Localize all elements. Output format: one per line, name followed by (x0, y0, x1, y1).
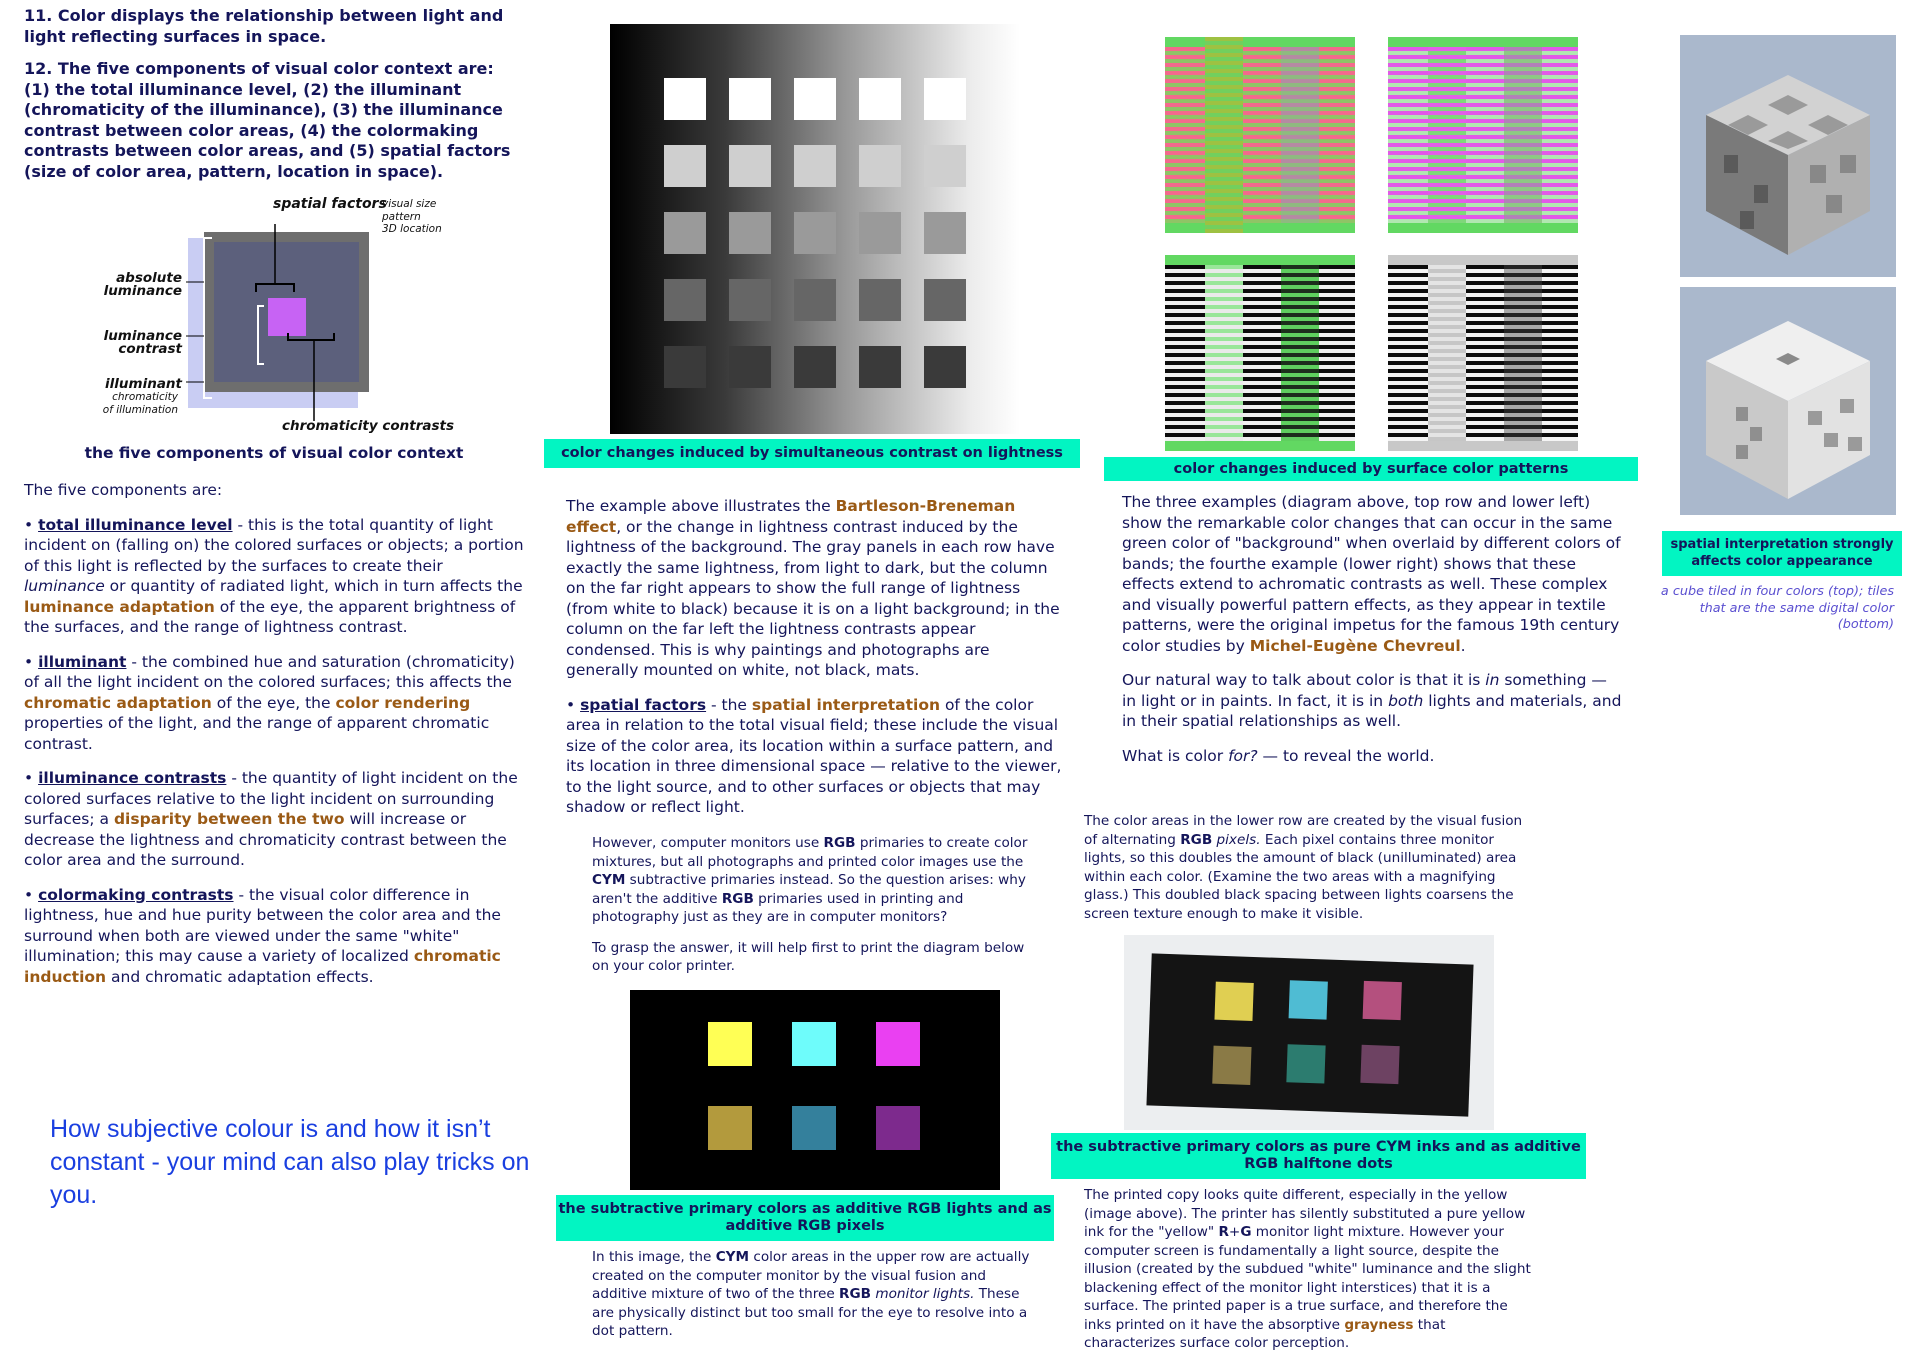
gray-panel (729, 145, 771, 187)
pattern-green-black (1165, 255, 1355, 451)
gray-panel (664, 78, 706, 120)
caption-surface-patterns: color changes induced by surface color patterns (1104, 457, 1638, 481)
gray-panel (859, 78, 901, 120)
cube-four-colors-image (1680, 35, 1896, 277)
components-intro: The five components are: (24, 481, 223, 499)
para-three-examples: The three examples (diagram above, top row and lower left) show the remarkable color changes that can occur in the same green color of "background" when overlaid by different colors of bands; the fourthe example (lower right) shows that these effects extend to achromatic contrasts as well. These complex and visually powerful pattern effects, as they appear in textile patterns, were the original impetus for the famous 19th century color studies by Michel-Eugène Chevreul. (1122, 493, 1621, 655)
gray-panel (729, 346, 771, 388)
para-natural-way: Our natural way to talk about color is that it is in something — in light or in paints. In fact, it is in both lights and materials, and in their spatial relationships as well. (1122, 671, 1622, 730)
components-list (24, 480, 524, 1001)
cyan-swatch (792, 1022, 836, 1066)
gray-panel (664, 346, 706, 388)
gray-panel (794, 212, 836, 254)
pattern-green-magenta (1388, 37, 1578, 233)
para-spatial-factors: • spatial factors - the spatial interpretation of the color area in relation to the total visual field; these include the visual size of the color area, its location within a surface pattern, and its location in three dimensional space — relative to the viewer, to the light source, and to other surfaces or objects that may shadow or reflect light. (566, 695, 1062, 816)
gray-panel (729, 279, 771, 321)
gray-panel (859, 279, 901, 321)
dark-cyan-swatch (792, 1106, 836, 1150)
gray-panel (664, 145, 706, 187)
gray-panel (924, 145, 966, 187)
gray-panel (924, 346, 966, 388)
handwritten-note: How subjective colour is and how it isn’t constant - your mind can also play tricks on you. (50, 1115, 530, 1209)
column-2-small-text (592, 834, 1042, 988)
caption-spatial-interpretation: spatial interpretation strongly affects color appearance (1662, 531, 1902, 576)
gray-panel (729, 212, 771, 254)
list-item: • colormaking contrasts - the visual color difference in lightness, hue and hue purity between the color area and the surround when both are viewed under the same "white" illumination; this may cause a variety of localized chromatic induction and chromatic adaptation effects. (24, 885, 501, 986)
heading-12: 12. The five components of visual color context are: (1) the total illuminance level, (2) the illuminant (chromaticity of the illuminance), (3) the illuminance contrast between color areas, (4) the colormaking contrasts between color areas, and (5) spatial factors (size of color area, pattern, location in space). (24, 59, 511, 181)
rgb-pixels-image (630, 990, 1000, 1190)
list-item: • total illuminance level - this is the total quantity of light incident on (falling on) the colored surfaces or objects; a portion of this light is reflected by the surfaces to create their luminance or quantity of radiated light, which in turn affects the luminance adaptation of the eye, the apparent brightness of the surfaces, and the range of lightness contrast. (24, 515, 524, 636)
label-luminance-contrast: luminance contrast (103, 328, 182, 357)
para-cym-areas: In this image, the CYM color areas in the upper row are actually created on the computer monitor by the visual fusion and additive mixture of two of the three RGB monitor lights. These are physically distinct but too small for the eye to resolve into a dot pattern. (592, 1249, 1030, 1339)
para-lower-row: The color areas in the lower row are created by the visual fusion of alternating RGB pixels. Each pixel contains three monitor lights, so this doubles the amount of black (unilluminated) area within each color. (Examine the two areas with a magnifying glass.) This doubled black spacing between lights coarsens the screen texture enough to make it visible. (1084, 813, 1523, 922)
printed-cyan (1289, 980, 1328, 1019)
cube-same-color-image (1680, 287, 1896, 515)
column-3-text (1122, 492, 1622, 780)
label-spatial-factors: spatial factors (273, 196, 387, 212)
gray-panel (664, 279, 706, 321)
list-item: • illuminance contrasts - the quantity of light incident on the colored surfaces relative to the light incident on surrounding surfaces; a disparity between the two will increase or decrease the lightness and chromaticity contrast between the color area and the surround. (24, 769, 518, 869)
gray-panel (794, 145, 836, 187)
printed-paper (1146, 953, 1473, 1116)
para-print-diagram: To grasp the answer, it will help first to print the diagram below on your color printer. (592, 939, 1025, 974)
cube-bottom-drawing (1680, 287, 1896, 515)
gray-panel (924, 279, 966, 321)
label-absolute-luminance: absolute luminance (103, 270, 182, 299)
printed-dark-magenta (1360, 1045, 1399, 1084)
pattern-green-pink (1165, 37, 1355, 233)
printed-magenta (1363, 981, 1402, 1020)
gray-panel (794, 279, 836, 321)
column-1 (24, 6, 524, 182)
yellow-swatch (708, 1022, 752, 1066)
label-illuminant: illuminant (105, 376, 182, 392)
diagram-caption: the five components of visual color context (84, 444, 464, 462)
cube-top-drawing (1680, 35, 1896, 277)
gray-panel (924, 212, 966, 254)
gray-panel (859, 346, 901, 388)
gray-panel (794, 346, 836, 388)
pattern-gray-black (1388, 255, 1578, 451)
cube-subcaption: a cube tiled in four colors (top); tiles that are the same digital color (bottom) (1660, 584, 1894, 632)
caption-cym-inks: the subtractive primary colors as pure CYM inks and as additive RGB halftone dots (1051, 1133, 1586, 1179)
para-bartleson: The example above illustrates the Bartleson-Breneman effect, or the change in lightness contrast induced by the lightness of the background. The gray panels in each row have exactly the same lightness, from light to dark, but the column on the far right appears to show the full range of lightness (from white to black) because it is on a light background; in the column on the far left the lightness contrasts appear condensed. This is why paintings and photographs are generally mounted on white, not black, mats. (566, 497, 1060, 679)
para-monitors: However, computer monitors use RGB primaries to create color mixtures, but all photographs and printed color images use the CYM subtractive primaries instead. So the question arises: why aren't the additive RGB primaries used in printing and photography just as they are in computer monitors? (592, 835, 1028, 925)
label-illuminant-sub: chromaticity of illumination (102, 391, 178, 416)
label-spatial-sub: visual size pattern 3D location (382, 198, 442, 235)
gray-panel (664, 212, 706, 254)
heading-11: 11. Color displays the relationship between light and light reflecting surfaces in space. (24, 6, 504, 46)
magenta-swatch (876, 1022, 920, 1066)
dark-magenta-swatch (876, 1106, 920, 1150)
dark-yellow-swatch (708, 1106, 752, 1150)
lightness-contrast-image (610, 24, 1020, 434)
components-diagram (90, 196, 460, 436)
gray-panel (859, 212, 901, 254)
printed-dark-yellow (1212, 1046, 1251, 1085)
column-3-small-text (1084, 812, 1534, 935)
column-3-bottom-text (1084, 1186, 1534, 1365)
gray-panel (794, 78, 836, 120)
gray-panel (924, 78, 966, 120)
caption-lightness: color changes induced by simultaneous contrast on lightness (544, 439, 1080, 468)
gray-panel (729, 78, 771, 120)
para-what-is-color: What is color for? — to reveal the world. (1122, 746, 1435, 765)
column-2-bottom-text (592, 1248, 1042, 1353)
list-item: • illuminant - the combined hue and saturation (chromaticity) of all the light incident on the colored surfaces; this affects the chromatic adaptation of the eye, the color rendering properties of the light, and the range of apparent chromatic contrast. (24, 652, 515, 753)
printed-copy-photo (1124, 935, 1494, 1130)
printed-yellow (1214, 982, 1253, 1021)
para-printed-copy: The printed copy looks quite different, especially in the yellow (image above). The printer has silently substituted a pure yellow ink for the "yellow" R+G monitor light mixture. However your computer screen is fundamentally a light source, despite the illusion (created by the subdued "white" luminance and the slight blackening effect of the monitor light interstices) that it is a surface. The printed paper is a true surface, and therefore the inks printed on it have the absorptive grayness that characterizes surface color perception. (1084, 1187, 1531, 1351)
caption-rgb-pixels: the subtractive primary colors as additive RGB lights and as additive RGB pixels (556, 1195, 1054, 1241)
column-2-text (566, 496, 1066, 832)
gray-panel (859, 145, 901, 187)
label-chromaticity-contrasts: chromaticity contrasts (282, 418, 455, 434)
printed-dark-cyan (1286, 1044, 1325, 1083)
